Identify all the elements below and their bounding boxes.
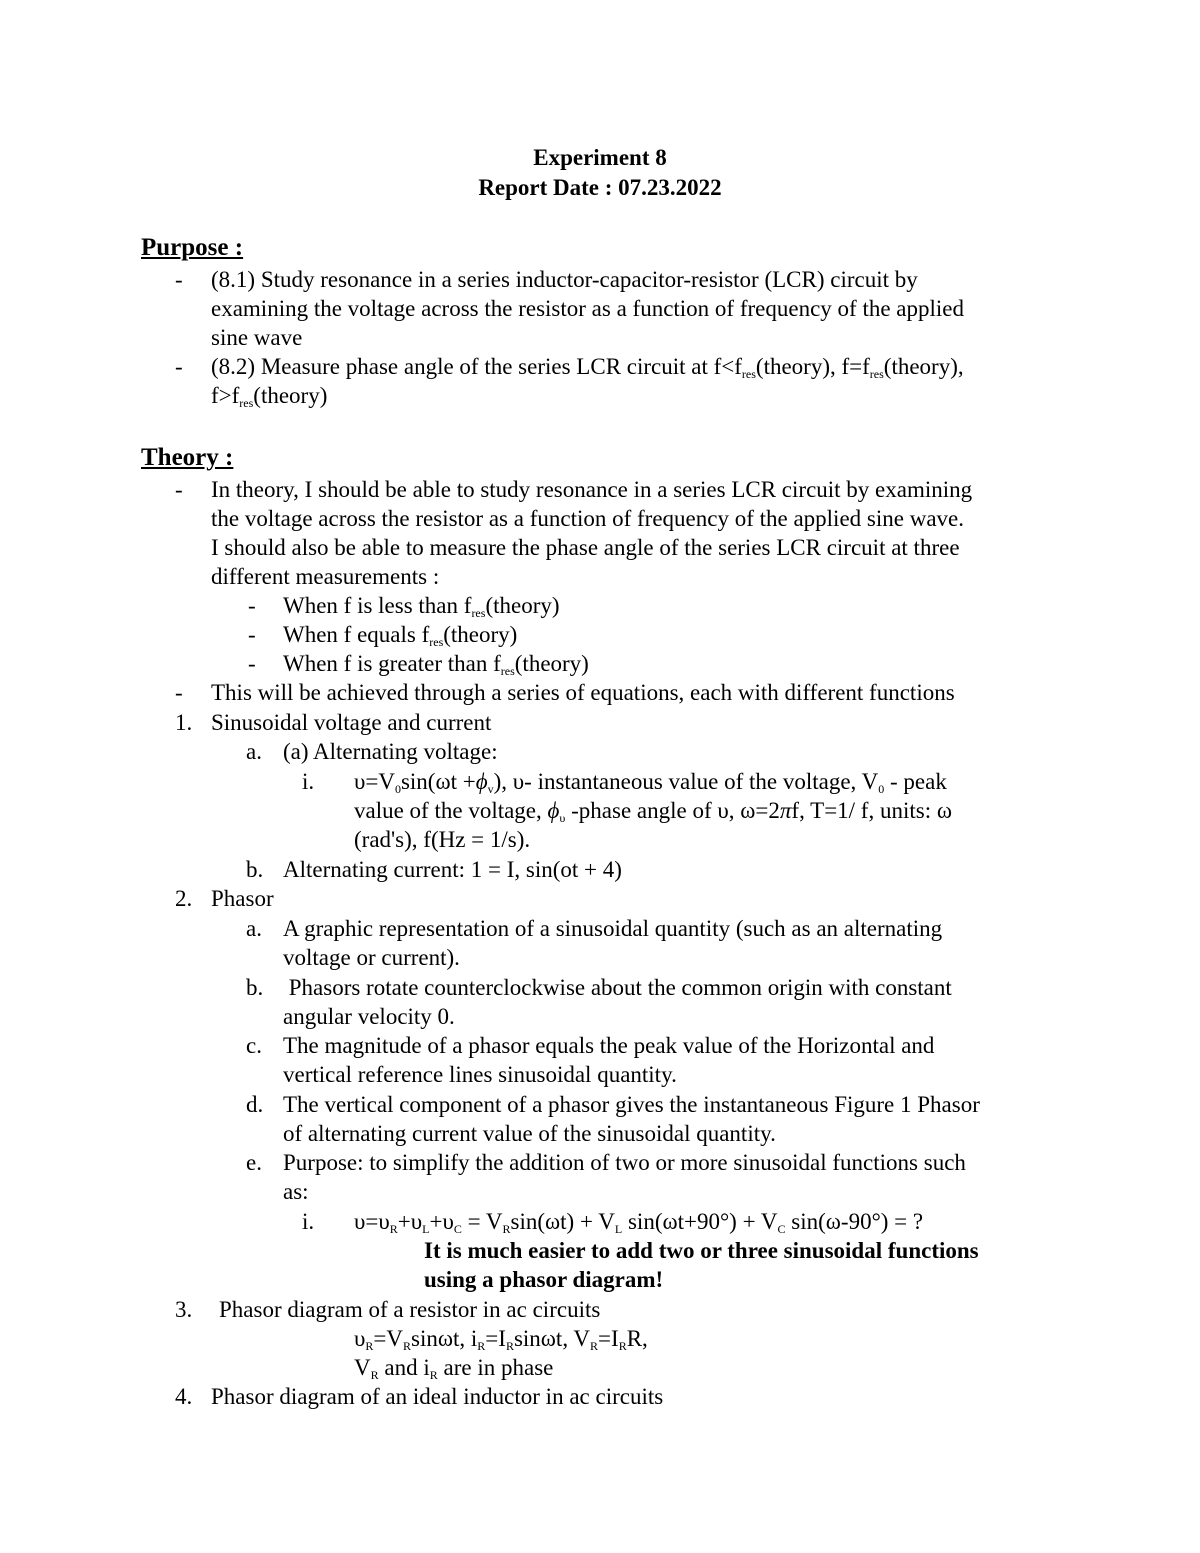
- list-letter: c.: [246, 1033, 262, 1058]
- theory-achieve-line: This will be achieved through a series of equations, each with different functions: [211, 680, 955, 705]
- list-number: 4.: [175, 1384, 193, 1409]
- bullet-marker: -: [175, 267, 183, 292]
- list-letter: d.: [246, 1092, 264, 1117]
- section-3-title: Phasor diagram of a resistor in ac circuits: [219, 1297, 601, 1322]
- phasor-item-line: Phasors rotate counterclockwise about the common origin with constant: [283, 975, 952, 1000]
- sub-bullet-marker: -: [248, 593, 256, 618]
- voltage-equation-line-2: value of the voltage, $\phi_\upsilon$ -phase angle of υ, ω=2πf, T=1/ f, units: ω: [354, 798, 952, 825]
- list-letter: b.: [246, 975, 264, 1000]
- theory-intro-line-2: the voltage across the resistor as a function of frequency of the applied sine wave.: [211, 506, 964, 531]
- theory-sub-item: When f is greater than $f_{res}(theory)$: [283, 651, 589, 678]
- list-number: 1.: [175, 710, 193, 735]
- resistor-phase-note: $V_R$ and $i_R$ are in phase: [354, 1355, 554, 1382]
- theory-intro-line-1: In theory, I should be able to study resonance in a series LCR circuit by examining: [211, 477, 973, 502]
- list-letter: b.: [246, 857, 264, 882]
- bullet-marker: -: [175, 354, 183, 379]
- phasor-note-line-1: It is much easier to add two or three sinusoidal functions: [424, 1238, 979, 1263]
- phasor-item-line: of alternating current value of the sinusoidal quantity.: [283, 1121, 776, 1146]
- section-2-title: Phasor: [211, 886, 274, 911]
- purpose-item-1-line-3: sine wave: [211, 325, 303, 350]
- report-date: Report Date : 07.23.2022: [478, 175, 722, 200]
- voltage-equation-line-1: $\upsilon=V_0\sin(\omega t +\phi_v)$, υ- instantaneous value of the voltage, $V_0$ - peak: [354, 769, 947, 796]
- phasor-note-line-2: using a phasor diagram!: [424, 1267, 664, 1292]
- bullet-marker: -: [175, 680, 183, 705]
- theory-sub-item: When f is less than $f_{res}(theory)$: [283, 593, 560, 620]
- phasor-item-line: Purpose: to simplify the addition of two or more sinusoidal functions such: [283, 1150, 966, 1175]
- theory-heading: Theory :: [141, 444, 234, 471]
- bullet-marker: -: [175, 477, 183, 502]
- section-1-title: Sinusoidal voltage and current: [211, 710, 492, 735]
- purpose-heading: Purpose :: [141, 234, 244, 261]
- phasor-item-line: The vertical component of a phasor gives the instantaneous Figure 1 Phasor: [283, 1092, 980, 1117]
- purpose-item-2-line-1: (8.2) Measure phase angle of the series LCR circuit at $f<f_{res}(theory)$, $f=f_{res}(theory)$,: [211, 354, 964, 381]
- phasor-item-line: as:: [283, 1179, 309, 1204]
- phasor-item-line: angular velocity 0.: [283, 1004, 455, 1029]
- resistor-equation: $\upsilon_R=V_R\sin\omega t$, $i_R=I_R\sin\omega t$, $V_R=I_RR$,: [354, 1326, 648, 1353]
- phasor-item-line: vertical reference lines sinusoidal quantity.: [283, 1062, 677, 1087]
- theory-sub-item: When f equals $f_{res}(theory)$: [283, 622, 518, 649]
- alternating-current-line: Alternating current: 1 = I, sin(ot + 4): [283, 857, 622, 882]
- list-letter: a.: [246, 916, 262, 941]
- purpose-item-1-line-2: examining the voltage across the resistor as a function of frequency of the applied: [211, 296, 964, 321]
- list-roman: i.: [302, 769, 315, 794]
- list-letter: e.: [246, 1150, 262, 1175]
- sub-bullet-marker: -: [248, 622, 256, 647]
- theory-intro-line-4: different measurements :: [211, 564, 440, 589]
- purpose-item-1-line-1: (8.1) Study resonance in a series inductor-capacitor-resistor (LCR) circuit by: [211, 267, 918, 292]
- list-number: 2.: [175, 886, 193, 911]
- alternating-voltage-label: (a) Alternating voltage:: [283, 739, 498, 764]
- sub-bullet-marker: -: [248, 651, 256, 676]
- phasor-item-line: voltage or current).: [283, 945, 460, 970]
- phasor-item-line: The magnitude of a phasor equals the peak value of the Horizontal and: [283, 1033, 935, 1058]
- phasor-item-line: A graphic representation of a sinusoidal quantity (such as an alternating: [283, 916, 943, 941]
- list-number: 3.: [175, 1297, 193, 1322]
- purpose-item-2-line-2: $f>f_{res}(theory)$: [211, 383, 328, 410]
- list-roman: i.: [302, 1209, 315, 1234]
- theory-intro-line-3: I should also be able to measure the phase angle of the series LCR circuit at three: [211, 535, 960, 560]
- list-letter: a.: [246, 739, 262, 764]
- section-4-title: Phasor diagram of an ideal inductor in ac circuits: [211, 1384, 664, 1409]
- document-title: Experiment 8: [533, 145, 667, 170]
- phasor-sum-equation: $\upsilon=\upsilon_R+\upsilon_L+\upsilon_C = V_R\sin(\omega t) + V_L$ $\sin(\omega t+90^\circ) + V_C$ sin(ω-90°) = ?: [354, 1209, 924, 1236]
- voltage-equation-line-3: (rad's), f(Hz = 1/s).: [354, 827, 531, 852]
